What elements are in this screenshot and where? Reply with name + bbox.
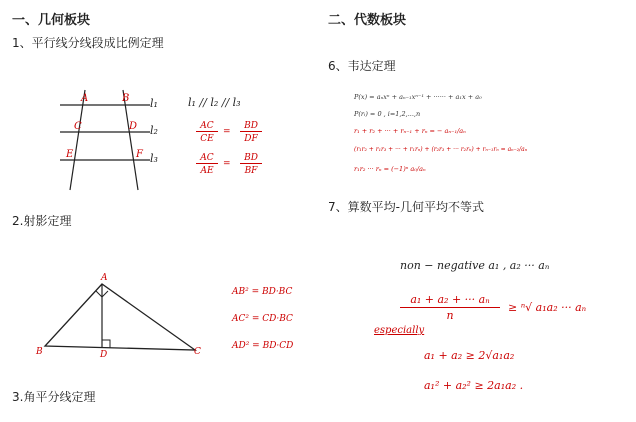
ratio1-left-den: CE [200, 134, 214, 144]
parallel-lines-figure [50, 88, 180, 198]
label-F: F [136, 149, 143, 160]
label-E: E [66, 149, 74, 160]
algebra-heading: 二、代数板块 [328, 13, 407, 28]
nonnegative-line: non − negative a₁ , a₂ ··· aₙ [400, 259, 550, 272]
ratio2-left-den: AE [200, 166, 214, 176]
label-B: B [122, 93, 130, 104]
ratio1-left-num: AC [196, 121, 218, 132]
section3-title: 3.角平分线定理 [12, 390, 96, 404]
amgm-numerator: a₁ + a₂ + ··· aₙ [400, 293, 500, 308]
projection-formula-3: AD² = BD·CD [232, 341, 294, 351]
projection-formula-1: AB² = BD·BC [232, 287, 293, 297]
ratio2-right-num: BD [240, 153, 262, 164]
geometry-heading: 一、几何板块 [12, 13, 91, 28]
section7-title: 7、算数平均-几何平均不等式 [328, 200, 484, 214]
right-triangle-figure [40, 276, 210, 356]
ratio2-equals: = [223, 159, 231, 169]
label-D: D [129, 121, 138, 132]
ratio1-right-den: DF [244, 134, 258, 144]
parallel-relation: l₁ // l₂ // l₃ [188, 96, 241, 109]
vieta-line-2: P(rᵢ) = 0 , i=1,2,...,n [354, 110, 421, 118]
ratio1-right-num: BD [240, 121, 262, 132]
inequality-2: a₁² + a₂² ≥ 2a₁a₂ . [424, 379, 524, 392]
vieta-line-3: r₁ + r₂ + ··· + rₙ₋₁ + rₙ = − aₙ₋₁/aₙ [354, 127, 466, 135]
amgm-geometric-mean: ≥ ⁿ√ a₁a₂ ··· aₙ [508, 301, 587, 314]
vieta-line-4: (r₁r₂ + r₁r₃ + ··· + r₁rₙ) + (r₂r₃ + ··· r₂rₙ) + rₙ₋₁rₙ = aₙ₋₂/aₙ [354, 146, 528, 153]
ratio2-left-num: AC [196, 153, 218, 164]
ratio1-equals: = [223, 127, 231, 137]
projection-formula-2: AC² = CD·BC [232, 314, 293, 324]
tri-label-D: D [100, 350, 108, 360]
label-l1: l₁ [150, 97, 158, 110]
section1-title: 1、平行线分线段成比例定理 [12, 36, 164, 50]
label-C: C [74, 121, 82, 132]
vieta-line-5: r₁r₂ ··· rₙ = (−1)ⁿ a₀/aₙ [354, 165, 426, 173]
tri-label-A: A [101, 273, 108, 283]
vieta-line-1: P(x) = aₙxⁿ + aₙ₋₁xⁿ⁻¹ + ······ + a₁x + a₀ [354, 93, 482, 101]
section6-title: 6、韦达定理 [328, 59, 396, 73]
especially-label: especially [374, 325, 425, 336]
section2-title: 2.射影定理 [12, 214, 72, 228]
tri-label-B: B [36, 347, 43, 357]
inequality-1: a₁ + a₂ ≥ 2√a₁a₂ [424, 349, 515, 362]
label-l2: l₂ [150, 124, 158, 137]
tri-label-C: C [194, 347, 201, 357]
label-A: A [81, 93, 89, 104]
amgm-denominator: n [446, 309, 454, 322]
label-l3: l₃ [150, 152, 158, 165]
ratio2-right-den: BF [244, 166, 258, 176]
